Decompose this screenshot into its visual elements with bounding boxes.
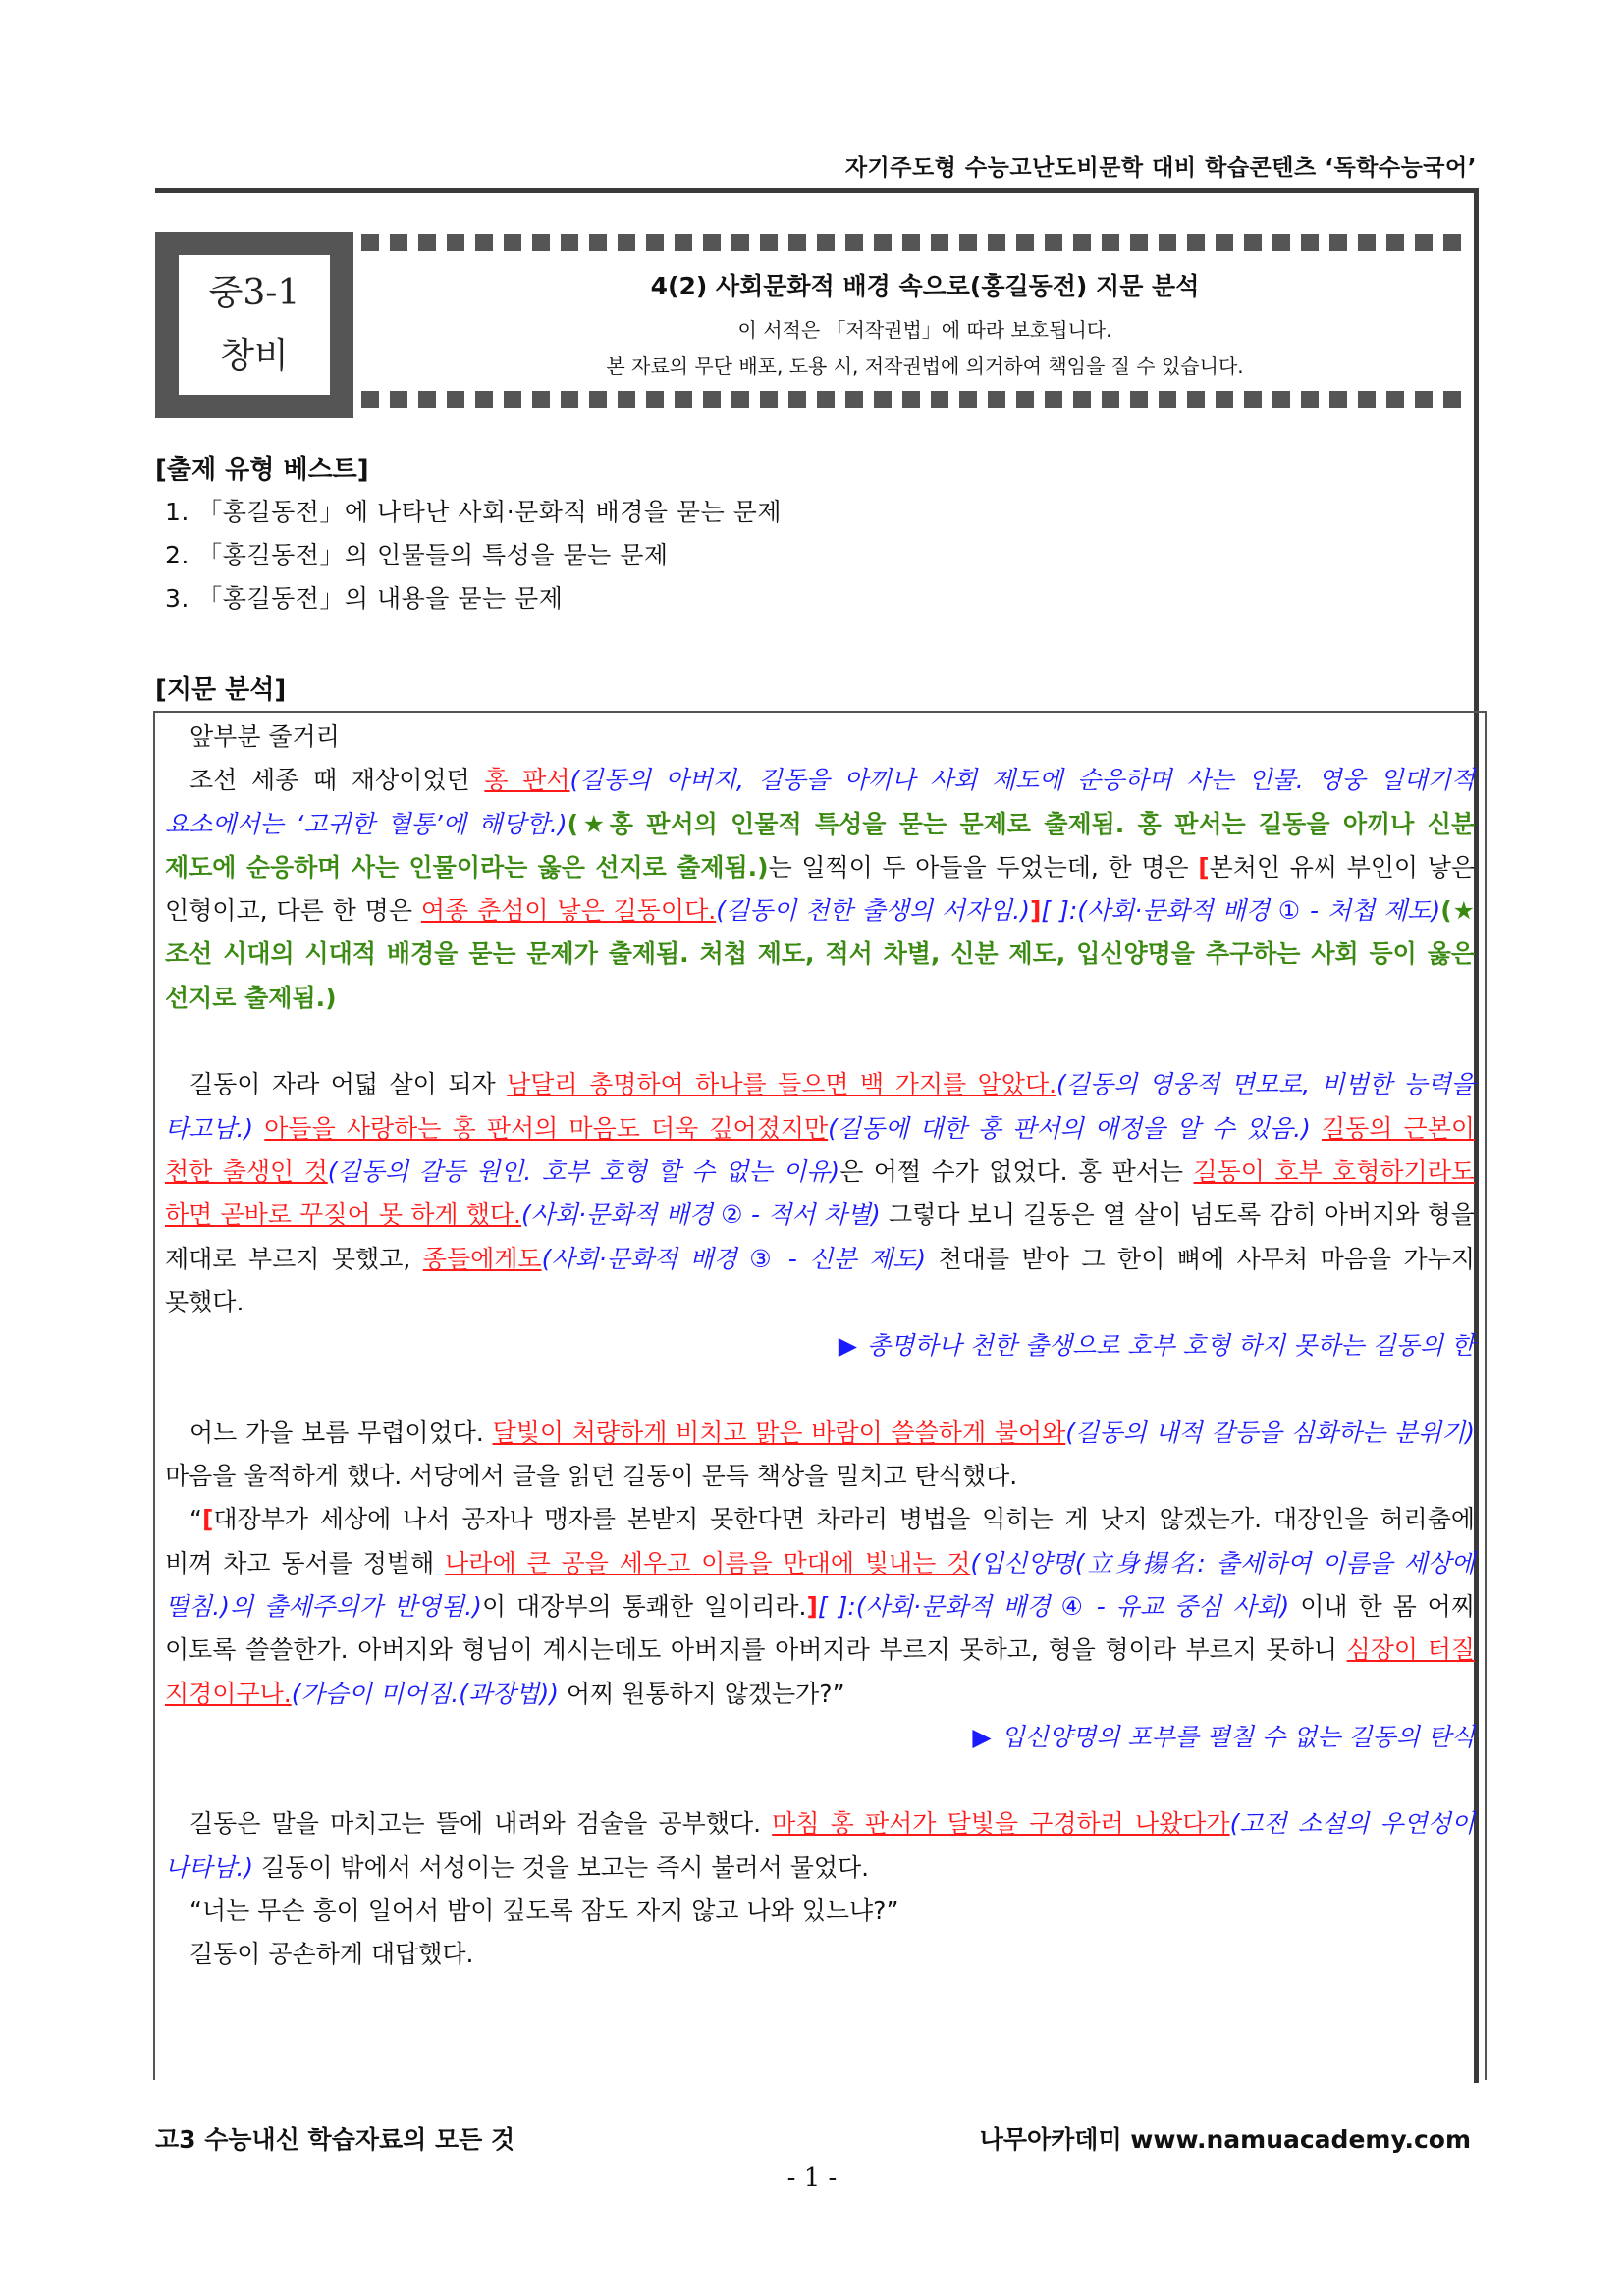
decorative-square [1130,234,1148,251]
key-phrase: 달빛이 처량하게 비치고 맑은 바람이 쓸쓸하게 불어와 [492,1417,1066,1447]
chapter-grade: 중3-1 [208,273,300,313]
annotation: (길동의 영웅적 면모로, 비범한 능력을 타고남.) [165,1070,1475,1143]
decorative-square [902,234,920,251]
annotation: [ ]:(사회·문화적 배경 ④ - 유교 중심 사회) [817,1591,1290,1621]
key-phrase: 아들을 사랑하는 홍 판서의 마음도 더욱 깊어졌지만 [264,1113,829,1143]
bracket-open: [ [1198,852,1210,881]
bracket-close: ] [806,1591,818,1621]
decorative-square [874,391,892,408]
decorative-square [1415,234,1433,251]
paragraph-6: “너는 무슨 흥이 일어서 밤이 깊도록 잠도 자지 않고 나와 있느냐?” [189,1896,899,1926]
decorative-square [1045,391,1062,408]
decorative-square [1301,234,1319,251]
decorative-square [788,234,806,251]
triangle-pointer-icon: ▶ [972,1722,992,1751]
paragraph-3: 어느 가을 보름 무렵이었다. 달빛이 처량하게 비치고 맑은 바람이 쓸쓸하게 불어와(길동의 내적 갈등을 심화하는 분위기) 마음을 울적하게 했다. 서당에서 글을 읽던 길동이 문득 책상을 밀치고 탄식했다. [165,1417,1476,1491]
bracket-close: ] [1029,896,1042,926]
paragraph-4: “[대장부가 세상에 나서 공자나 맹자를 본받지 못한다면 차라리 병법을 익히는 게 낫지 않겠는가. 대장인을 허리춤에 비껴 차고 동서를 정벌해 나라에 큰 공을 세우고 이름을 만대에 빛내는 것(입신양명(立身揚名: 출세하여 이름을 세상에 떨침.)의 출세주의가 반영됨.)이 대장부의 통쾌한 일이리라.][ ]:(사회·문화적 배경 ④ - 유교 중심 사회) 이내 한 몸 어찌 이토록 쓸쓸한가. 아버지와 형님이 계시는데도 아버지를 아버지라 부르지 못하고, 형을 형이라 부르지 못하니 심장이 터질 지경이구나.(가슴이 미어짐.(과장법)) 어찌 원통하지 않겠는가?” [165,1505,1476,1708]
key-phrase: 길동의 근본이 천한 출생인 것 [165,1113,1475,1186]
key-phrase: 길동이 호부 호형하기라도 하면 곧바로 꾸짖어 못 하게 했다. [165,1156,1476,1230]
decorative-square [1073,234,1091,251]
decorative-square [1016,391,1034,408]
decorative-square [1159,391,1176,408]
decorative-square [817,391,835,408]
annotation: [ ]:(사회·문화적 배경 ① - 처첩 제도) [1041,896,1441,926]
decorative-square [1272,391,1290,408]
decorative-square [361,234,379,251]
key-phrase: 종들에게도 [422,1244,542,1273]
decorative-square [361,391,379,408]
decorative-square [931,234,948,251]
annotation: (길동의 내적 갈등을 심화하는 분위기) [1065,1417,1476,1447]
decorative-square [1329,234,1347,251]
decorative-square [390,391,407,408]
decorative-square [731,234,749,251]
key-phrase: 홍 판서 [484,766,570,795]
decorative-square [931,391,948,408]
decorative-square [447,234,464,251]
copyright-notice: 이 서적은 「저작권법」에 따라 보호됩니다. [737,318,1112,342]
footer-site: 나무아카데미 www.namuacademy.com [979,2125,1471,2154]
decorative-square [1159,234,1176,251]
decorative-square [504,234,521,251]
decorative-square [988,234,1005,251]
decorative-square [1386,391,1404,408]
paragraph-5: 길동은 말을 마치고는 뜰에 내려와 검술을 공부했다. 마침 홍 판서가 달빛을 구경하러 나왔다가(고전 소설의 우연성이 나타남.) 길동이 밖에서 서성이는 것을 보고는 즉시 불러서 물었다. [165,1809,1475,1882]
decorative-square [475,234,493,251]
best-types-heading: [출제 유형 베스트] [155,455,369,485]
decorative-square [959,391,977,408]
decorative-square [1102,234,1119,251]
footer-tagline: 고3 수능내신 학습자료의 모든 것 [155,2125,515,2154]
decorative-square [618,391,635,408]
decorative-square [561,234,578,251]
decorative-square [646,234,664,251]
annotation: (입신양명(立身揚名: 출세하여 이름을 세상에 떨침.)의 출세주의가 반영됨.) [165,1548,1476,1621]
decorative-square [561,391,578,408]
key-phrase: 여종 춘섬이 낳은 길동이다. [420,896,717,926]
decorative-square [1187,234,1205,251]
annotation: (길동의 갈등 원인. 호부 호형 할 수 없는 이유) [327,1156,840,1186]
chapter-badge [155,232,353,418]
decorative-square [760,391,778,408]
decorative-square [1244,234,1262,251]
decorative-square [1130,391,1148,408]
paragraph-7: 길동이 공손하게 대답했다. [189,1940,474,1969]
key-phrase: 마침 홍 판서가 달빛을 구경하러 나왔다가 [772,1809,1230,1839]
decorative-square [1216,391,1233,408]
decorative-square [1443,234,1461,251]
decorative-square [959,234,977,251]
header-rule [155,188,1479,193]
page-title: 4(2) 사회문화적 배경 속으로(홍길동전) 지문 분석 [650,272,1200,300]
decorative-square [731,391,749,408]
decorative-square [618,234,635,251]
annotation: (고전 소설의 우연성이 나타남.) [165,1809,1475,1882]
decorative-square [1329,391,1347,408]
exam-note: (★조선 시대의 시대적 배경을 묻는 문제가 출제됨. 처첩 제도, 적서 차별, 신분 제도, 입신양명을 추구하는 사회 등이 옳은 선지로 출제됨.) [165,896,1476,1012]
annotation: (길동에 대한 홍 판서의 애정을 알 수 있음.) [828,1113,1311,1143]
decorative-square [646,391,664,408]
decorative-square [504,391,521,408]
passage-text [165,716,1475,1977]
key-phrase: 나라에 큰 공을 세우고 이름을 만대에 빛내는 것 [445,1548,971,1577]
decorative-square [788,391,806,408]
decorative-square [390,234,407,251]
page-number: - 1 - [786,2163,838,2193]
decorative-square [703,234,721,251]
decorative-square-row-top [361,232,1461,253]
decorative-square [845,391,863,408]
best-type-item: 2. 「홍길동전」의 인물들의 특성을 묻는 문제 [165,541,669,569]
decorative-square [1272,234,1290,251]
key-phrase: 남달리 총명하여 하나를 들으면 백 가지를 알았다. [507,1070,1057,1099]
triangle-pointer-icon: ▶ [838,1331,857,1361]
decorative-square [589,234,607,251]
annotation: (길동의 아버지, 길동을 아끼나 사회 제도에 순응하며 사는 인물. 영웅 일대기적 요소에서는 ‘고귀한 혈통’에 해당함.) [165,766,1475,838]
decorative-square [1016,234,1034,251]
decorative-square [1386,234,1404,251]
decorative-square [760,234,778,251]
best-types-list [165,491,782,620]
annotation: (길동이 천한 출생의 서자임.) [716,896,1030,926]
decorative-square [418,391,436,408]
decorative-square [1244,391,1262,408]
title-block [393,267,1457,379]
annotation: (사회·문화적 배경 ③ - 신분 제도) [541,1244,927,1273]
bracket-open: [ [201,1505,214,1534]
summary-line: ▶ 입신양명의 포부를 펼칠 수 없는 길동의 탄식 [972,1722,1475,1751]
decorative-square [675,234,692,251]
decorative-square [1415,391,1433,408]
decorative-square [1073,391,1091,408]
paragraph-1: 조선 세종 때 재상이었던 홍 판서(길동의 아버지, 길동을 아끼나 사회 제도에 순응하며 사는 인물. 영웅 일대기적 요소에서는 ‘고귀한 혈통’에 해당함.)(★홍 판서의 인물적 특성을 묻는 문제로 출제됨. 홍 판서는 길동을 아끼나 신분 제도에 순응하며 사는 인물이라는 옳은 선지로 출제됨.)는 일찍이 두 아들을 두었는데, 한 명은 [본처인 유씨 부인이 낳은 인형이고, 다른 한 명은 여종 춘섬이 낳은 길동이다.(길동이 천한 출생의 서자임.)][ ]:(사회·문화적 배경 ① - 처첩 제도)(★조선 시대의 시대적 배경을 묻는 문제가 출제됨. 처첩 제도, 적서 차별, 신분 제도, 입신양명을 추구하는 사회 등이 옳은 선지로 출제됨.) [165,766,1476,1012]
chapter-publisher: 창비 [220,336,289,376]
annotation: (사회·문화적 배경 ② - 적서 차별) [520,1201,881,1230]
decorative-square [1358,234,1376,251]
decorative-square [675,391,692,408]
summary-line: ▶ 총명하나 천한 출생으로 호부 호형 하지 못하는 길동의 한 [838,1331,1475,1361]
decorative-square [845,234,863,251]
decorative-square [874,234,892,251]
decorative-square [532,234,550,251]
decorative-square [589,391,607,408]
decorative-square [1187,391,1205,408]
decorative-square [703,391,721,408]
decorative-square-row-bottom [361,389,1461,410]
best-type-item: 3. 「홍길동전」의 내용을 묻는 문제 [165,584,564,613]
decorative-square [532,391,550,408]
passage-box [153,711,1487,2080]
decorative-square [475,391,493,408]
exam-note: (★홍 판서의 인물적 특성을 묻는 문제로 출제됨. 홍 판서는 길동을 아끼나 신분 제도에 순응하며 사는 인물이라는 옳은 선지로 출제됨.) [165,809,1475,881]
analysis-heading: [지문 분석] [155,675,287,705]
decorative-square [418,234,436,251]
decorative-square [902,391,920,408]
header-top-label: 자기주도형 수능고난도비문학 대비 학습콘텐츠 ‘독학수능국어’ [844,155,1477,181]
decorative-square [1358,391,1376,408]
decorative-square [988,391,1005,408]
decorative-square [1443,391,1461,408]
annotation: (가슴이 미어짐.(과장법)) [291,1679,559,1708]
paragraph-2: 길동이 자라 어덟 살이 되자 남달리 총명하여 하나를 들으면 백 가지를 알았다.(길동의 영웅적 면모로, 비범한 능력을 타고남.) 아들을 사랑하는 홍 판서의 마음도 더욱 깊어졌지만(길동에 대한 홍 판서의 애정을 알 수 있음.) 길동의 근본이 천한 출생인 것(길동의 갈등 원인. 호부 호형 할 수 없는 이유)은 어쩔 수가 없었다. 홍 판서는 길동이 호부 호형하기라도 하면 곧바로 꾸짖어 못 하게 했다.(사회·문화적 배경 ② - 적서 차별) 그렇다 보니 길동은 열 살이 넘도록 감히 아버지와 형을 제대로 부르지 못했고, 종들에게도(사회·문화적 배경 ③ - 신분 제도) 천대를 받아 그 한이 뼈에 사무쳐 마음을 가누지 못했다. [165,1070,1476,1316]
copyright-warning: 본 자료의 무단 배포, 도용 시, 저작권법에 의거하여 책임을 질 수 있습니다. [606,354,1244,378]
decorative-square [1301,391,1319,408]
decorative-square [817,234,835,251]
decorative-square [447,391,464,408]
key-phrase: 심장이 터질 지경이구나. [165,1635,1475,1708]
decorative-square [1045,234,1062,251]
decorative-square [1216,234,1233,251]
prior-summary-label: 앞부분 줄거리 [189,722,340,751]
best-type-item: 1. 「홍길동전」에 나타난 사회·문화적 배경을 묻는 문제 [165,498,782,526]
decorative-square [1102,391,1119,408]
